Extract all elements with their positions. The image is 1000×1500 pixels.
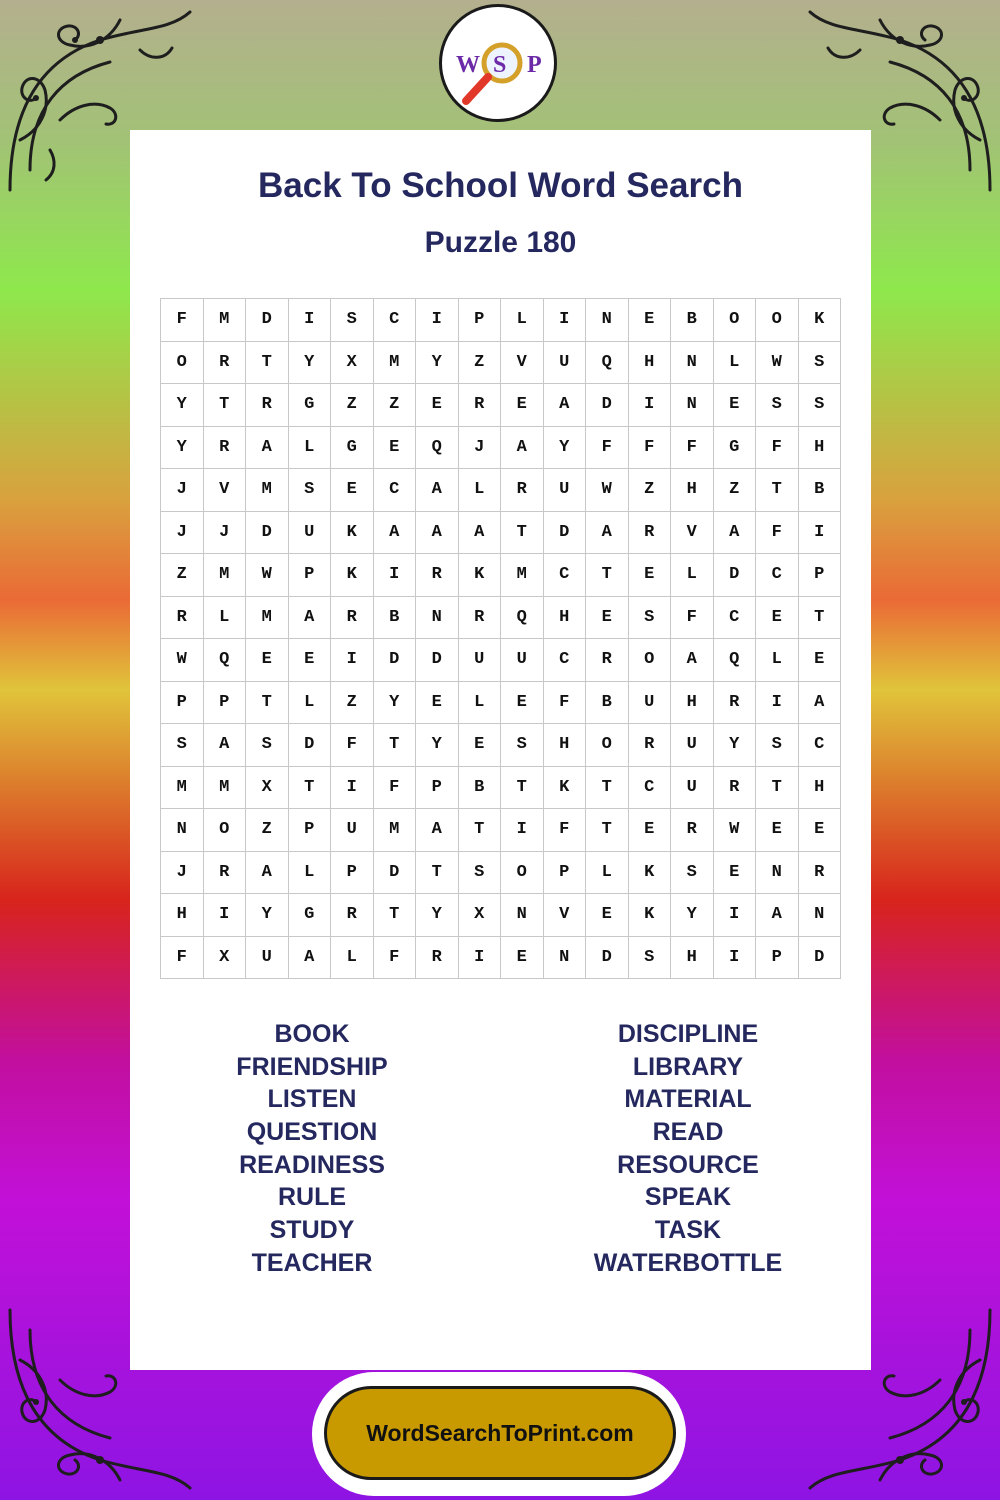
word-list-item: MATERIAL (624, 1085, 752, 1114)
grid-cell[interactable]: L (459, 682, 502, 725)
word-list-item: FRIENDSHIP (236, 1052, 388, 1081)
grid-cell[interactable]: W (161, 639, 204, 682)
grid-cell[interactable]: D (714, 554, 757, 597)
grid-cell[interactable]: A (246, 852, 289, 895)
grid-cell[interactable]: X (331, 342, 374, 385)
grid-cell[interactable]: A (416, 809, 459, 852)
grid-cell[interactable]: A (799, 682, 842, 725)
grid-cell[interactable]: P (756, 937, 799, 980)
grid-cell[interactable]: I (544, 299, 587, 342)
grid-cell[interactable]: Y (374, 682, 417, 725)
grid-cell[interactable]: W (246, 554, 289, 597)
grid-cell[interactable]: G (331, 427, 374, 470)
grid-cell[interactable]: O (586, 724, 629, 767)
grid-cell[interactable]: Q (204, 639, 247, 682)
grid-cell[interactable]: H (544, 724, 587, 767)
grid-cell[interactable]: J (204, 512, 247, 555)
grid-cell[interactable]: S (246, 724, 289, 767)
page-title: Back To School Word Search (258, 166, 743, 205)
grid-cell[interactable]: I (756, 682, 799, 725)
grid-cell[interactable]: T (501, 512, 544, 555)
grid-cell[interactable]: A (416, 469, 459, 512)
grid-cell[interactable]: F (374, 767, 417, 810)
grid-cell[interactable]: C (756, 554, 799, 597)
grid-cell[interactable]: Y (246, 894, 289, 937)
grid-cell[interactable]: A (586, 512, 629, 555)
grid-cell[interactable]: Z (246, 809, 289, 852)
grid-cell[interactable]: H (671, 937, 714, 980)
grid-cell[interactable]: D (246, 299, 289, 342)
puzzle-card (130, 130, 871, 1370)
grid-cell[interactable]: H (161, 894, 204, 937)
grid-cell[interactable]: V (501, 342, 544, 385)
grid-cell[interactable]: Q (501, 597, 544, 640)
grid-cell[interactable]: E (374, 427, 417, 470)
grid-cell[interactable]: K (799, 299, 842, 342)
grid-cell[interactable]: C (374, 299, 417, 342)
grid-cell[interactable]: S (799, 384, 842, 427)
grid-cell[interactable]: H (799, 427, 842, 470)
grid-cell[interactable]: P (161, 682, 204, 725)
grid-cell[interactable]: Z (331, 682, 374, 725)
grid-cell[interactable]: M (161, 767, 204, 810)
grid-cell[interactable]: X (204, 937, 247, 980)
grid-cell[interactable]: R (459, 597, 502, 640)
grid-cell[interactable]: T (374, 894, 417, 937)
grid-cell[interactable]: S (161, 724, 204, 767)
grid-cell[interactable]: F (671, 597, 714, 640)
grid-cell[interactable]: G (289, 894, 332, 937)
grid-cell[interactable]: C (799, 724, 842, 767)
grid-cell[interactable]: N (671, 342, 714, 385)
grid-cell[interactable]: D (416, 639, 459, 682)
word-list-item: STUDY (269, 1216, 355, 1245)
grid-cell[interactable]: K (459, 554, 502, 597)
grid-cell[interactable]: T (586, 554, 629, 597)
grid-cell[interactable]: N (161, 809, 204, 852)
grid-cell[interactable]: O (204, 809, 247, 852)
grid-cell[interactable]: D (799, 937, 842, 980)
grid-cell[interactable]: L (671, 554, 714, 597)
grid-cell[interactable]: K (629, 852, 672, 895)
grid-cell[interactable]: B (459, 767, 502, 810)
grid-cell[interactable]: E (586, 597, 629, 640)
grid-cell[interactable]: Z (374, 384, 417, 427)
grid-cell[interactable]: A (544, 384, 587, 427)
grid-cell[interactable]: J (161, 852, 204, 895)
grid-cell[interactable]: J (161, 469, 204, 512)
grid-cell[interactable]: V (671, 512, 714, 555)
grid-cell[interactable]: M (204, 554, 247, 597)
grid-cell[interactable]: L (459, 469, 502, 512)
grid-cell[interactable]: U (544, 469, 587, 512)
grid-cell[interactable]: P (544, 852, 587, 895)
grid-cell[interactable]: F (544, 682, 587, 725)
grid-cell[interactable]: A (459, 512, 502, 555)
grid-cell[interactable]: S (756, 384, 799, 427)
grid-cell[interactable]: Y (671, 894, 714, 937)
grid-cell[interactable]: R (246, 384, 289, 427)
grid-cell[interactable]: M (501, 554, 544, 597)
grid-cell[interactable]: O (501, 852, 544, 895)
grid-cell[interactable]: P (331, 852, 374, 895)
grid-cell[interactable]: R (459, 384, 502, 427)
grid-cell[interactable]: S (756, 724, 799, 767)
grid-cell[interactable]: U (459, 639, 502, 682)
grid-cell[interactable]: P (799, 554, 842, 597)
grid-cell[interactable]: O (714, 299, 757, 342)
grid-cell[interactable]: L (331, 937, 374, 980)
grid-cell[interactable]: F (161, 299, 204, 342)
grid-cell[interactable]: O (161, 342, 204, 385)
grid-cell[interactable]: I (459, 937, 502, 980)
grid-cell[interactable]: F (671, 427, 714, 470)
grid-cell[interactable]: G (289, 384, 332, 427)
grid-cell[interactable]: R (629, 512, 672, 555)
grid-cell[interactable]: Q (714, 639, 757, 682)
grid-cell[interactable]: R (629, 724, 672, 767)
grid-cell[interactable]: S (501, 724, 544, 767)
grid-cell[interactable]: D (586, 937, 629, 980)
grid-cell[interactable]: F (756, 512, 799, 555)
word-list-item: READINESS (239, 1150, 385, 1179)
grid-cell[interactable]: A (289, 597, 332, 640)
grid-cell[interactable]: T (501, 767, 544, 810)
grid-cell[interactable]: R (204, 427, 247, 470)
grid-cell[interactable]: O (756, 299, 799, 342)
grid-cell[interactable]: L (756, 639, 799, 682)
grid-cell[interactable]: S (799, 342, 842, 385)
grid-cell[interactable]: I (289, 299, 332, 342)
grid-cell[interactable]: A (501, 427, 544, 470)
logo-letter-p: P (527, 52, 542, 78)
grid-cell[interactable]: F (374, 937, 417, 980)
grid-cell[interactable]: I (714, 894, 757, 937)
grid-cell[interactable]: T (756, 469, 799, 512)
grid-cell[interactable]: A (714, 512, 757, 555)
grid-cell[interactable]: R (714, 682, 757, 725)
grid-cell[interactable]: T (416, 852, 459, 895)
grid-cell[interactable]: Y (289, 342, 332, 385)
grid-cell[interactable]: R (204, 342, 247, 385)
grid-cell[interactable]: C (544, 639, 587, 682)
grid-cell[interactable]: R (331, 894, 374, 937)
grid-cell[interactable]: F (331, 724, 374, 767)
grid-cell[interactable]: M (204, 767, 247, 810)
grid-cell[interactable]: M (374, 809, 417, 852)
grid-cell[interactable]: Z (161, 554, 204, 597)
grid-cell[interactable]: A (289, 937, 332, 980)
grid-cell[interactable]: U (544, 342, 587, 385)
grid-cell[interactable]: M (374, 342, 417, 385)
grid-cell[interactable]: G (714, 427, 757, 470)
grid-cell[interactable]: A (374, 512, 417, 555)
grid-cell[interactable]: E (714, 384, 757, 427)
grid-cell[interactable]: Q (416, 427, 459, 470)
grid-cell[interactable]: Y (416, 342, 459, 385)
grid-cell[interactable]: D (289, 724, 332, 767)
grid-cell[interactable]: T (756, 767, 799, 810)
grid-cell[interactable]: I (629, 384, 672, 427)
grid-cell[interactable]: X (246, 767, 289, 810)
grid-cell[interactable]: R (671, 809, 714, 852)
grid-cell[interactable]: U (671, 724, 714, 767)
grid-cell[interactable]: S (629, 597, 672, 640)
grid-cell[interactable]: S (629, 937, 672, 980)
word-list-item: RULE (277, 1183, 347, 1212)
grid-cell[interactable]: H (671, 682, 714, 725)
grid-cell[interactable]: D (544, 512, 587, 555)
grid-cell[interactable]: N (586, 299, 629, 342)
grid-cell[interactable]: T (799, 597, 842, 640)
grid-cell[interactable]: C (714, 597, 757, 640)
grid-cell[interactable]: E (501, 384, 544, 427)
grid-cell[interactable]: E (756, 809, 799, 852)
grid-cell[interactable]: L (289, 427, 332, 470)
grid-cell[interactable]: R (416, 937, 459, 980)
grid-cell[interactable]: M (246, 469, 289, 512)
grid-cell[interactable]: T (374, 724, 417, 767)
grid-cell[interactable]: I (416, 299, 459, 342)
grid-cell[interactable]: V (544, 894, 587, 937)
word-list-item: BOOK (274, 1020, 350, 1048)
grid-cell[interactable]: I (714, 937, 757, 980)
grid-cell[interactable]: K (629, 894, 672, 937)
grid-cell[interactable]: H (544, 597, 587, 640)
grid-cell[interactable]: I (799, 512, 842, 555)
grid-cell[interactable]: R (586, 639, 629, 682)
grid-cell[interactable]: V (204, 469, 247, 512)
grid-cell[interactable]: W (714, 809, 757, 852)
grid-cell[interactable]: I (204, 894, 247, 937)
grid-cell[interactable]: U (289, 512, 332, 555)
grid-cell[interactable]: S (331, 299, 374, 342)
grid-cell[interactable]: F (161, 937, 204, 980)
grid-cell[interactable]: X (459, 894, 502, 937)
grid-cell[interactable]: L (289, 852, 332, 895)
word-list-item: TEACHER (251, 1248, 373, 1277)
grid-cell[interactable]: N (544, 937, 587, 980)
grid-cell[interactable]: E (459, 724, 502, 767)
grid-cell[interactable]: Z (459, 342, 502, 385)
word-list-item: TASK (654, 1216, 722, 1245)
puzzle-number: Puzzle 180 (424, 226, 577, 259)
grid-cell[interactable]: E (416, 682, 459, 725)
grid-cell[interactable]: N (501, 894, 544, 937)
grid-cell[interactable]: E (416, 384, 459, 427)
grid-cell[interactable]: F (586, 427, 629, 470)
grid-cell[interactable]: T (586, 809, 629, 852)
word-list-item: RESOURCE (617, 1150, 759, 1179)
grid-cell[interactable]: Z (714, 469, 757, 512)
grid-cell[interactable]: E (331, 469, 374, 512)
grid-cell[interactable]: J (459, 427, 502, 470)
grid-cell[interactable]: E (289, 639, 332, 682)
grid-cell[interactable]: T (204, 384, 247, 427)
grid-cell[interactable]: I (331, 639, 374, 682)
grid-cell[interactable]: P (289, 809, 332, 852)
word-list-left (162, 1018, 462, 1280)
grid-cell[interactable]: A (204, 724, 247, 767)
grid-cell[interactable]: B (671, 299, 714, 342)
grid-cell[interactable]: P (459, 299, 502, 342)
grid-cell[interactable]: H (799, 767, 842, 810)
grid-cell[interactable]: U (629, 682, 672, 725)
grid-cell[interactable]: A (416, 512, 459, 555)
grid-cell[interactable]: K (331, 512, 374, 555)
grid-cell[interactable]: W (586, 469, 629, 512)
grid-cell[interactable]: N (671, 384, 714, 427)
word-list-item: WATERBOTTLE (593, 1248, 783, 1277)
grid-cell[interactable]: B (799, 469, 842, 512)
logo-letter-w: W (456, 52, 480, 78)
grid-cell[interactable]: Y (544, 427, 587, 470)
logo-letter-s: S (493, 52, 507, 78)
grid-cell[interactable]: B (586, 682, 629, 725)
grid-cell[interactable]: U (331, 809, 374, 852)
word-list-item: READ (652, 1118, 724, 1147)
grid-cell[interactable]: Y (714, 724, 757, 767)
grid-cell[interactable]: U (246, 937, 289, 980)
grid-cell[interactable]: I (501, 809, 544, 852)
grid-cell[interactable]: P (204, 682, 247, 725)
grid-cell[interactable]: R (501, 469, 544, 512)
grid-cell[interactable]: E (799, 809, 842, 852)
wsp-logo[interactable] (439, 4, 557, 122)
grid-cell[interactable]: F (629, 427, 672, 470)
grid-cell[interactable]: P (416, 767, 459, 810)
grid-cell[interactable]: Q (586, 342, 629, 385)
word-list-item: LISTEN (267, 1085, 357, 1114)
grid-cell[interactable]: T (246, 682, 289, 725)
grid-cell[interactable]: Y (416, 724, 459, 767)
word-list-item: SPEAK (644, 1183, 732, 1212)
word-list-item: QUESTION (246, 1118, 378, 1147)
grid-cell[interactable]: U (501, 639, 544, 682)
grid-cell[interactable]: T (289, 767, 332, 810)
grid-cell[interactable]: I (374, 554, 417, 597)
grid-cell[interactable]: J (161, 512, 204, 555)
grid-cell[interactable]: C (629, 767, 672, 810)
grid-cell[interactable]: T (586, 767, 629, 810)
grid-cell[interactable]: O (629, 639, 672, 682)
grid-cell[interactable]: R (161, 597, 204, 640)
grid-cell[interactable]: R (714, 767, 757, 810)
grid-cell[interactable]: L (289, 682, 332, 725)
grid-cell[interactable]: H (671, 469, 714, 512)
grid-cell[interactable]: S (671, 852, 714, 895)
grid-cell[interactable]: U (671, 767, 714, 810)
grid-cell[interactable]: Z (331, 384, 374, 427)
grid-cell[interactable]: L (586, 852, 629, 895)
grid-cell[interactable]: S (459, 852, 502, 895)
grid-cell[interactable]: N (799, 894, 842, 937)
grid-cell[interactable]: Y (161, 427, 204, 470)
grid-cell[interactable]: H (629, 342, 672, 385)
grid-cell[interactable]: W (756, 342, 799, 385)
grid-cell[interactable]: R (204, 852, 247, 895)
grid-cell[interactable]: T (246, 342, 289, 385)
grid-cell[interactable]: R (416, 554, 459, 597)
grid-cell[interactable]: F (756, 427, 799, 470)
word-list-item: LIBRARY (632, 1052, 744, 1081)
grid-cell[interactable]: T (459, 809, 502, 852)
grid-cell[interactable]: E (629, 554, 672, 597)
grid-cell[interactable]: Y (416, 894, 459, 937)
grid-cell[interactable]: E (714, 852, 757, 895)
grid-cell[interactable]: K (331, 554, 374, 597)
grid-cell[interactable]: Z (629, 469, 672, 512)
grid-cell[interactable]: R (331, 597, 374, 640)
grid-cell[interactable]: Y (161, 384, 204, 427)
grid-cell[interactable]: F (544, 809, 587, 852)
grid-cell[interactable]: I (331, 767, 374, 810)
grid-cell[interactable]: N (416, 597, 459, 640)
website-link-button[interactable]: WordSearchToPrint.com (324, 1386, 676, 1480)
grid-cell[interactable]: D (586, 384, 629, 427)
grid-cell[interactable]: A (756, 894, 799, 937)
grid-cell[interactable]: E (629, 809, 672, 852)
grid-cell[interactable]: E (246, 639, 289, 682)
grid-cell[interactable]: D (246, 512, 289, 555)
grid-cell[interactable]: M (204, 299, 247, 342)
grid-cell[interactable]: M (246, 597, 289, 640)
grid-cell[interactable]: L (204, 597, 247, 640)
grid-cell[interactable]: A (246, 427, 289, 470)
letter-grid (160, 298, 841, 979)
grid-cell[interactable]: S (289, 469, 332, 512)
grid-cell[interactable]: C (374, 469, 417, 512)
grid-cell[interactable]: E (756, 597, 799, 640)
grid-cell[interactable]: E (799, 639, 842, 682)
word-list-item: DISCIPLINE (617, 1020, 759, 1048)
grid-cell[interactable]: K (544, 767, 587, 810)
grid-cell[interactable]: N (756, 852, 799, 895)
grid-cell[interactable]: L (501, 299, 544, 342)
grid-cell[interactable]: C (544, 554, 587, 597)
grid-cell[interactable]: D (374, 639, 417, 682)
grid-cell[interactable]: P (289, 554, 332, 597)
grid-cell[interactable]: L (714, 342, 757, 385)
grid-cell[interactable]: E (586, 894, 629, 937)
grid-cell[interactable]: E (629, 299, 672, 342)
grid-cell[interactable]: D (374, 852, 417, 895)
grid-cell[interactable]: A (671, 639, 714, 682)
word-list-right (538, 1018, 838, 1280)
grid-cell[interactable]: E (501, 937, 544, 980)
grid-cell[interactable]: B (374, 597, 417, 640)
grid-cell[interactable]: R (799, 852, 842, 895)
grid-cell[interactable]: E (501, 682, 544, 725)
